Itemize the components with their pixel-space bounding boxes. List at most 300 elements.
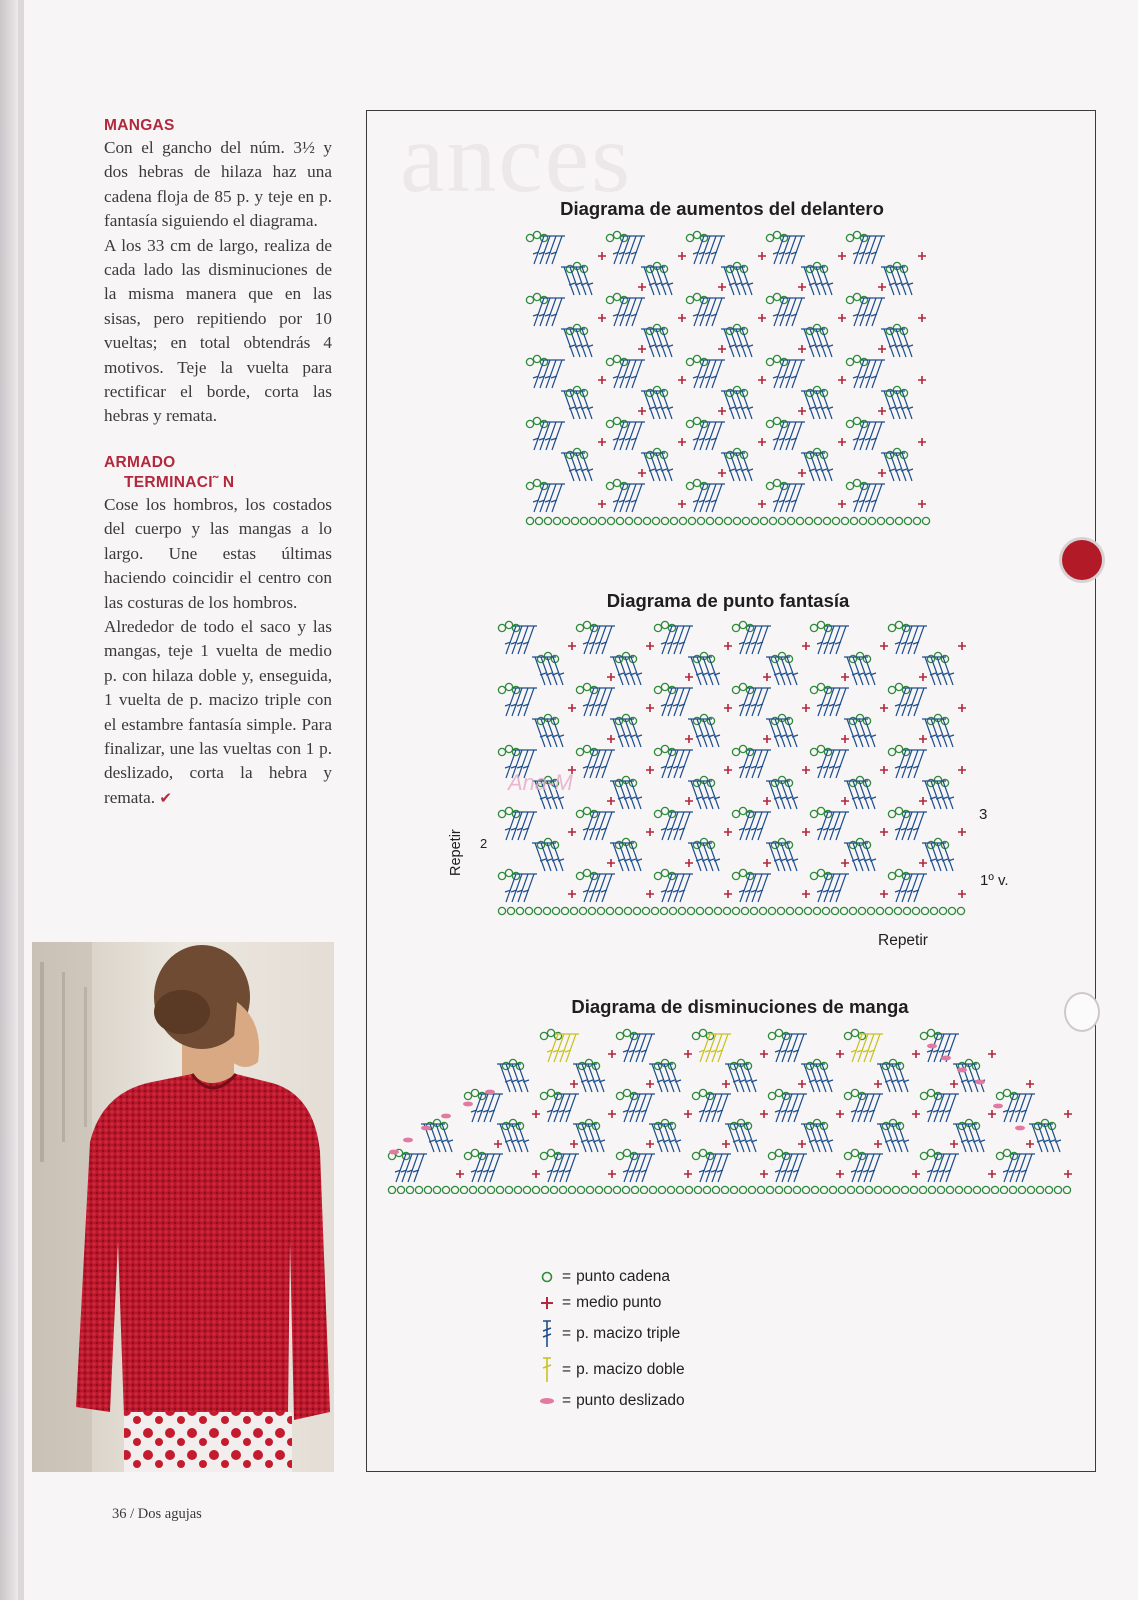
single-crochet	[598, 438, 606, 446]
chain-stitch	[625, 517, 632, 524]
single-crochet	[685, 673, 693, 681]
chain-stitch	[505, 1186, 512, 1193]
single-crochet	[918, 500, 926, 508]
triple-stitch-icon	[536, 1319, 558, 1349]
page-binding-shadow	[18, 0, 24, 1600]
single-crochet	[724, 890, 732, 898]
chain-stitch	[739, 621, 746, 628]
chain-stitch	[786, 907, 793, 914]
chain-stitch	[850, 517, 857, 524]
chain-stitch	[397, 1186, 404, 1193]
chain-stitch	[498, 810, 505, 817]
chain-stitch	[533, 231, 540, 238]
tall-stitch	[869, 1094, 883, 1122]
tall-stitch	[711, 298, 725, 326]
single-crochet	[758, 500, 766, 508]
chain-stitch	[732, 810, 739, 817]
chain-stitch	[568, 1186, 575, 1193]
chain-stitch	[388, 1186, 395, 1193]
chain-stitch	[766, 358, 773, 365]
single-crochet	[646, 828, 654, 836]
single-crochet	[758, 376, 766, 384]
chain-stitch	[948, 907, 955, 914]
slip-stitch	[441, 1114, 451, 1119]
chain-stitch	[858, 907, 865, 914]
single-crochet	[760, 1110, 768, 1118]
tall-stitch	[679, 626, 693, 654]
single-crochet	[718, 283, 726, 291]
chain-stitch	[586, 1186, 593, 1193]
single-crochet	[802, 704, 810, 712]
chain-stitch	[688, 517, 695, 524]
chain-stitch	[661, 807, 668, 814]
chain-stitch	[810, 624, 817, 631]
single-crochet	[838, 252, 846, 260]
single-crochet	[878, 407, 886, 415]
diagram-3-title: Diagrama de disminuciones de manga	[571, 996, 909, 1017]
chain-stitch	[580, 517, 587, 524]
chain-stitch	[604, 1186, 611, 1193]
chain-stitch	[775, 1186, 782, 1193]
chain-stitch	[739, 683, 746, 690]
chain-stitch	[692, 1032, 699, 1039]
chain-stitch	[793, 1186, 800, 1193]
chain-stitch	[886, 517, 893, 524]
single-crochet	[760, 1050, 768, 1058]
chain-stitch	[930, 907, 937, 914]
single-crochet	[456, 1170, 464, 1178]
chain-stitch	[583, 683, 590, 690]
chain-stitch	[616, 1152, 623, 1159]
chain-stitch	[498, 907, 505, 914]
chain-stitch	[913, 517, 920, 524]
chain-stitch	[679, 517, 686, 524]
chain-stitch	[693, 231, 700, 238]
chain-stitch	[883, 1186, 890, 1193]
tall-stitch	[717, 1094, 731, 1122]
single-crochet	[918, 438, 926, 446]
tall-stitch	[871, 360, 885, 388]
chain-stitch	[692, 1092, 699, 1099]
chain-stitch	[853, 355, 860, 362]
chain-stitch	[810, 872, 817, 879]
tall-stitch	[835, 812, 849, 840]
chain-stitch	[696, 907, 703, 914]
chain-stitch	[654, 872, 661, 879]
chain-stitch	[820, 1186, 827, 1193]
chain-stitch	[715, 517, 722, 524]
slip-stitch	[389, 1150, 399, 1155]
chain-stitch	[766, 296, 773, 303]
chain-stitch	[654, 624, 661, 631]
chain-stitch	[739, 1186, 746, 1193]
chain-stitch	[699, 1029, 706, 1036]
single-crochet	[494, 1140, 502, 1148]
single-crochet	[684, 1050, 692, 1058]
tall-stitch	[717, 1154, 731, 1182]
single-crochet	[718, 469, 726, 477]
single-crochet	[532, 1110, 540, 1118]
chain-stitch	[877, 517, 884, 524]
chain-stitch	[768, 1092, 775, 1099]
tall-stitch	[679, 874, 693, 902]
tall-stitch	[1021, 1154, 1035, 1182]
chain-stitch	[623, 1029, 630, 1036]
chain-stitch	[651, 907, 658, 914]
chain-stitch	[576, 810, 583, 817]
tall-stitch	[523, 812, 537, 840]
chain-stitch	[686, 234, 693, 241]
chain-stitch	[775, 1029, 782, 1036]
tall-stitch	[913, 626, 927, 654]
chain-stitch	[751, 517, 758, 524]
slip-stitch-icon	[536, 1396, 558, 1406]
chain-stitch	[730, 1186, 737, 1193]
tall-stitch	[711, 236, 725, 264]
chain-stitch	[606, 296, 613, 303]
tall-stitch	[835, 688, 849, 716]
chain-stitch	[694, 1186, 701, 1193]
chain-stitch	[595, 1186, 602, 1193]
single-crochet	[880, 642, 888, 650]
chain-stitch	[777, 907, 784, 914]
chain-stitch	[829, 1186, 836, 1193]
chain-stitch	[1036, 1186, 1043, 1193]
chain-stitch	[1000, 1186, 1007, 1193]
diagram-1-chart	[518, 230, 948, 530]
single-crochet	[678, 438, 686, 446]
chain-stitch	[732, 872, 739, 879]
chain-stitch	[406, 1186, 413, 1193]
chain-stitch	[741, 907, 748, 914]
single-crochet	[958, 704, 966, 712]
single-crochet	[570, 1140, 578, 1148]
chain-stitch	[732, 748, 739, 755]
legend-row-tr: = p. macizo triple	[536, 1316, 685, 1352]
chain-stitch	[623, 1089, 630, 1096]
single-crochet	[798, 407, 806, 415]
chain-stitch	[769, 517, 776, 524]
single-crochet	[880, 828, 888, 836]
tall-stitch	[631, 422, 645, 450]
single-crochet	[646, 642, 654, 650]
tall-stitch	[565, 1034, 579, 1062]
chain-stitch	[613, 231, 620, 238]
single-crochet	[1026, 1080, 1034, 1088]
chain-stitch	[589, 517, 596, 524]
repeat-count-2: 2	[480, 836, 488, 851]
chain-stitch	[894, 907, 901, 914]
single-crochet	[763, 859, 771, 867]
chain-stitch	[874, 1186, 881, 1193]
chain-stitch	[471, 1089, 478, 1096]
single-crochet	[836, 1050, 844, 1058]
chain-stitch	[535, 517, 542, 524]
binder-hole	[1066, 994, 1098, 1030]
chain-stitch	[505, 621, 512, 628]
slip-stitch	[975, 1080, 985, 1085]
tall-stitch	[913, 812, 927, 840]
tall-stitch	[945, 1094, 959, 1122]
chain-stitch	[667, 1186, 674, 1193]
chain-stitch	[1063, 1186, 1070, 1193]
chain-stitch	[766, 1186, 773, 1193]
repetir-bottom-label: Repetir	[878, 932, 928, 949]
tall-stitch	[871, 298, 885, 326]
legend-row-slip: = punto deslizado	[536, 1388, 685, 1414]
single-crochet	[718, 345, 726, 353]
single-crochet	[684, 1110, 692, 1118]
chain-stitch	[516, 907, 523, 914]
chain-stitch	[766, 482, 773, 489]
armado-heading: ARMADO	[104, 453, 176, 471]
chain-stitch	[669, 907, 676, 914]
single-crochet	[758, 438, 766, 446]
armado-paragraph-2-text: Alrededor de todo el saco y las mangas, teje 1 vuelta de medio p. con hilaza doble y, enseguida, 1 vuelta de p. macizo triple con el estambre fantasía simple. Para finalizar, une las vueltas con 1 p. deslizado, corta la hebra y remata.	[104, 616, 332, 807]
chain-stitch	[849, 907, 856, 914]
single-crochet	[685, 735, 693, 743]
single-crochet	[798, 283, 806, 291]
chain-stitch	[1003, 1149, 1010, 1156]
chain-stitch	[526, 482, 533, 489]
end-check-icon: ✔	[159, 788, 172, 807]
chain-stitch	[964, 1186, 971, 1193]
chain-stitch	[844, 1152, 851, 1159]
chain-stitch	[927, 1029, 934, 1036]
chain-stitch	[654, 686, 661, 693]
chain-stitch	[996, 1152, 1003, 1159]
chain-stitch	[853, 417, 860, 424]
chain-stitch	[540, 1092, 547, 1099]
repetir-side-label: Repetir	[448, 829, 464, 876]
tall-stitch	[869, 1154, 883, 1182]
chain-stitch	[678, 907, 685, 914]
single-crochet	[763, 735, 771, 743]
chain-stitch	[846, 420, 853, 427]
chain-stitch	[867, 907, 874, 914]
single-crochet	[598, 252, 606, 260]
chain-stitch	[732, 686, 739, 693]
chain-stitch	[550, 1186, 557, 1193]
single-crochet	[838, 314, 846, 322]
tall-stitch	[945, 1154, 959, 1182]
single-crochet	[802, 642, 810, 650]
chain-stitch	[853, 231, 860, 238]
model-photo	[32, 942, 334, 1472]
chain-stitch	[607, 517, 614, 524]
chain-stitch	[634, 517, 641, 524]
tall-stitch	[717, 1034, 731, 1062]
chain-stitch	[846, 358, 853, 365]
single-crochet	[802, 890, 810, 898]
single-crochet	[646, 1140, 654, 1148]
chain-stitch	[810, 748, 817, 755]
chain-stitch	[773, 355, 780, 362]
chain-stitch	[643, 517, 650, 524]
chain-stitch	[759, 907, 766, 914]
single-crochet	[880, 890, 888, 898]
single-crochet	[724, 766, 732, 774]
single-crochet	[874, 1140, 882, 1148]
tall-stitch	[565, 1094, 579, 1122]
slip-stitch	[421, 1126, 431, 1131]
tall-stitch	[413, 1154, 427, 1182]
chain-stitch	[814, 517, 821, 524]
tall-stitch	[641, 1094, 655, 1122]
armado-paragraph-2	[104, 615, 332, 810]
chain-stitch	[865, 1186, 872, 1193]
chain-stitch	[579, 907, 586, 914]
chain-stitch	[487, 1186, 494, 1193]
terminacion-heading: TERMINACI˜ N	[124, 473, 235, 491]
chain-stitch	[505, 807, 512, 814]
tall-stitch	[631, 298, 645, 326]
diagram-2-title: Diagrama de punto fantasía	[606, 590, 850, 611]
chain-stitch	[920, 1092, 927, 1099]
legend-row-sc: = medio punto	[536, 1290, 685, 1316]
chain-stitch	[856, 1186, 863, 1193]
chain-stitch	[649, 1186, 656, 1193]
tall-stitch	[551, 236, 565, 264]
single-crochet	[760, 1170, 768, 1178]
chain-stitch	[583, 621, 590, 628]
page-folio: 36 / Dos agujas	[112, 1506, 202, 1522]
chain-stitch	[526, 517, 533, 524]
chain-stitch	[613, 293, 620, 300]
chain-stitch	[505, 869, 512, 876]
single-crochet	[1064, 1170, 1072, 1178]
chain-stitch	[895, 745, 902, 752]
chain-stitch	[868, 517, 875, 524]
chain-stitch	[817, 807, 824, 814]
single-crochet	[958, 642, 966, 650]
single-crochet	[763, 673, 771, 681]
chain-stitch	[576, 624, 583, 631]
chain-stitch	[920, 1032, 927, 1039]
chain-stitch	[817, 683, 824, 690]
chain-stitch	[561, 907, 568, 914]
chain-stitch	[895, 621, 902, 628]
chain-stitch	[760, 517, 767, 524]
single-crochet	[880, 704, 888, 712]
chain-stitch	[768, 1152, 775, 1159]
chain-stitch	[706, 517, 713, 524]
chain-stitch	[773, 417, 780, 424]
chain-stitch	[697, 517, 704, 524]
single-crochet	[958, 828, 966, 836]
chain-stitch	[888, 748, 895, 755]
chain-stitch	[498, 624, 505, 631]
single-crochet	[763, 797, 771, 805]
single-crochet	[678, 376, 686, 384]
tall-stitch	[913, 750, 927, 778]
chain-stitch	[670, 517, 677, 524]
chain-stitch	[1003, 1089, 1010, 1096]
single-crochet	[798, 1140, 806, 1148]
chain-stitch	[928, 1186, 935, 1193]
chain-stitch	[810, 686, 817, 693]
chain-stitch	[654, 748, 661, 755]
chain-stitch	[496, 1186, 503, 1193]
chain-stitch	[904, 517, 911, 524]
chain-stitch	[721, 1186, 728, 1193]
chain-stitch	[471, 1149, 478, 1156]
single-crochet	[607, 859, 615, 867]
chain-stitch	[811, 1186, 818, 1193]
single-crochet	[598, 314, 606, 322]
tall-stitch	[791, 236, 805, 264]
chain-stitch	[660, 907, 667, 914]
chain-stitch	[415, 1186, 422, 1193]
chain-stitch	[739, 807, 746, 814]
chain-stitch	[686, 420, 693, 427]
tall-stitch	[871, 236, 885, 264]
chain-stitch	[991, 1186, 998, 1193]
chain-stitch	[577, 1186, 584, 1193]
chain-stitch	[853, 479, 860, 486]
legend-label-chain: punto cadena	[576, 1268, 671, 1285]
diagram-1-title: Diagrama de aumentos del delantero	[560, 198, 884, 219]
chain-stitch	[606, 358, 613, 365]
chain-stitch	[505, 745, 512, 752]
chain-stitch	[623, 1149, 630, 1156]
chain-stitch	[768, 1032, 775, 1039]
tall-stitch	[641, 1034, 655, 1062]
chain-stitch	[703, 1186, 710, 1193]
chain-stitch	[804, 907, 811, 914]
single-crochet	[532, 1170, 540, 1178]
chain-stitch	[570, 907, 577, 914]
tall-stitch	[757, 812, 771, 840]
chain-stitch	[832, 517, 839, 524]
chain-stitch	[912, 907, 919, 914]
tall-stitch	[757, 874, 771, 902]
single-crochet	[608, 1170, 616, 1178]
single-crochet	[878, 345, 886, 353]
chain-stitch	[533, 417, 540, 424]
chain-stitch	[526, 358, 533, 365]
chain-stitch	[642, 907, 649, 914]
single-crochet	[598, 500, 606, 508]
chain-stitch	[505, 683, 512, 690]
chain-stitch	[773, 479, 780, 486]
single-crochet	[958, 890, 966, 898]
single-crochet	[912, 1050, 920, 1058]
chain-stitch	[996, 1092, 1003, 1099]
single-crochet	[607, 735, 615, 743]
chain-stitch	[750, 907, 757, 914]
tall-stitch	[757, 750, 771, 778]
single-crochet	[838, 376, 846, 384]
single-crochet	[950, 1080, 958, 1088]
single-crochet	[598, 376, 606, 384]
tall-stitch	[641, 1154, 655, 1182]
chain-stitch	[844, 1092, 851, 1099]
chain-stitch	[805, 517, 812, 524]
single-crochet	[841, 859, 849, 867]
slip-stitch	[957, 1068, 967, 1073]
row-number-3: 3	[979, 806, 988, 823]
single-crochet	[638, 469, 646, 477]
chain-stitch	[613, 417, 620, 424]
chain-stitch	[851, 1089, 858, 1096]
tall-stitch	[757, 688, 771, 716]
chain-stitch	[847, 1186, 854, 1193]
chain-stitch	[699, 1089, 706, 1096]
tall-stitch	[601, 688, 615, 716]
chain-stitch	[543, 907, 550, 914]
single-crochet	[684, 1170, 692, 1178]
